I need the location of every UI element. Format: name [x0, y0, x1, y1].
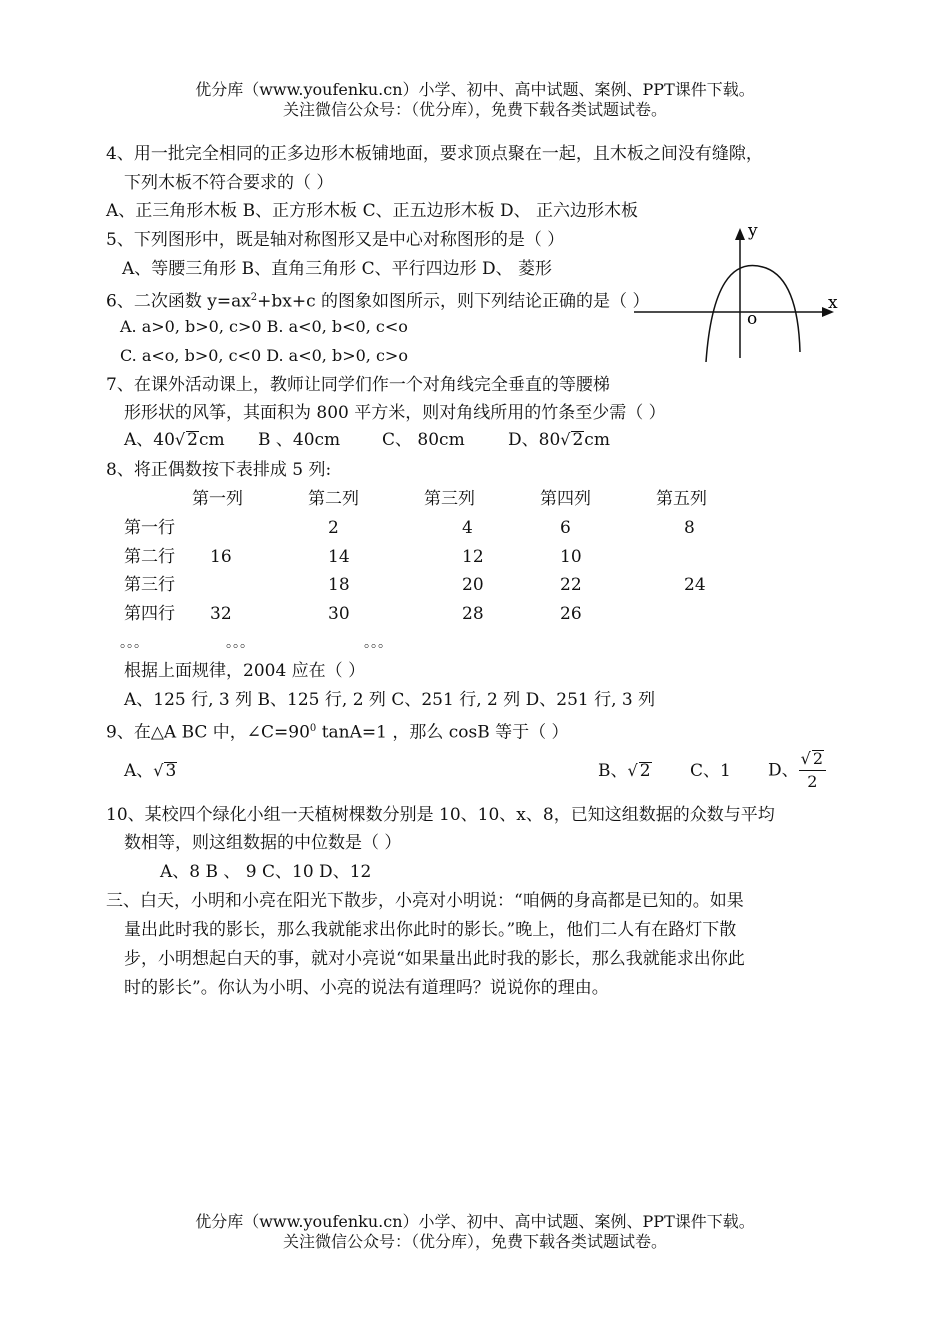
y-axis-label: y — [748, 222, 758, 241]
q8-cell: 10 — [560, 547, 582, 567]
q8-col-header: 第二列 — [308, 489, 359, 509]
q9-option-d-fraction — [799, 748, 826, 793]
q7-stem-line-2: 形形状的风筝，其面积为 800 平方米，则对角线所用的竹条至少需（ ） — [124, 403, 666, 423]
x-axis-label: x — [828, 293, 838, 313]
q8-col-header: 第三列 — [424, 489, 475, 509]
q7-option-d-label: D、80 — [508, 430, 561, 450]
q4-stem-line-2: 下列木板不符合要求的（ ） — [124, 173, 334, 193]
q6-stem-a: 6、二次函数 y=ax — [106, 291, 251, 312]
q8-options: A、125 行, 3 列 B、125 行, 2 列 C、251 行, 2 列 D、251 行, 3 列 — [124, 690, 656, 710]
q8-row-label: 第二行 — [124, 547, 175, 567]
q8-cell: 12 — [462, 547, 484, 567]
q8-cell: 20 — [462, 575, 484, 595]
header-line-2: 关注微信公众号：（优分库），免费下载各类试题试卷。 — [282, 100, 667, 119]
q8-row-label: 第三行 — [124, 575, 175, 595]
q7-option-d-radicand: 2 — [572, 430, 584, 450]
q7-option-a-label: A、40 — [124, 430, 175, 450]
q9-option-a-label: A、 — [124, 761, 154, 781]
q10-stem-line-2: 数相等，则这组数据的中位数是（ ） — [124, 833, 402, 853]
q7-option-b: B 、40cm — [258, 430, 341, 450]
q8-cell: 32 — [210, 604, 232, 624]
q9-option-d-numerator: √ 2 — [799, 748, 826, 771]
q6-stem — [106, 287, 649, 313]
q8-col-header: 第五列 — [656, 489, 707, 509]
q8-cell: 30 — [328, 604, 350, 624]
q6-options-row-1: A. a>0, b>0, c>0 B. a<0, b<0, c<o — [120, 317, 408, 336]
q9-stem — [106, 718, 569, 744]
q6-stem-sup: 2 — [250, 292, 258, 303]
y-axis-arrow — [735, 228, 745, 240]
q8-cell: 26 — [560, 604, 582, 624]
footer-line-1: 优分库（www.youfenku.cn）小学、初中、高中试题、案例、PPT课件下载。 — [195, 1212, 755, 1231]
q8-col-header: 第四列 — [540, 489, 591, 509]
q8-cell: 8 — [684, 518, 695, 538]
q9-option-b: B、√ 2 — [598, 761, 651, 781]
q8-stem: 8、将正偶数按下表排成 5 列: — [106, 460, 332, 480]
q7-option-c: C、 80cm — [382, 430, 465, 450]
q8-dots: 。。。 — [364, 635, 392, 651]
q9-stem-a: 9、在△A BC 中，∠C=90 — [106, 722, 310, 743]
q5-stem: 5、下列图形中，既是轴对称图形又是中心对称图形的是（ ） — [106, 230, 565, 250]
q9-stem-sup: 0 — [309, 723, 317, 734]
q8-cell: 16 — [210, 547, 232, 567]
q7-option-a-radicand: 2 — [187, 430, 198, 450]
q9-option-c: C、1 — [690, 761, 731, 781]
q9-option-d-denominator: 2 — [807, 772, 818, 791]
q3-line-3: 步，小明想起白天的事，就对小亮说“如果量出此时我的影长，那么我就能求出你此 — [124, 949, 745, 969]
q9-option-a-radicand: 3 — [165, 761, 177, 781]
q9-option-d-label: D、 — [768, 760, 799, 781]
q8-col-header: 第一列 — [192, 489, 243, 509]
q8-cell: 14 — [328, 547, 350, 567]
q7-option-d: D、80√ 2cm — [508, 430, 610, 450]
q8-cell: 4 — [462, 518, 473, 538]
q8-dots: 。。。 — [120, 635, 148, 651]
q8-dots: 。。。 — [226, 635, 254, 651]
q9-option-a: A、√ 3 — [124, 761, 177, 781]
q6-options-row-2: C. a<o, b>0, c<0 D. a<0, b>0, c>o — [120, 346, 408, 365]
q9-stem-b: tanA=1 ，那么 cosB 等于（ ） — [316, 722, 569, 743]
q8-cell: 24 — [684, 575, 706, 595]
q9-option-b-label: B、 — [598, 761, 628, 781]
q3-line-1: 三、白天，小明和小亮在阳光下散步，小亮对小明说：“咱俩的身高都是已知的。如果 — [106, 891, 744, 911]
q8-cell: 2 — [328, 518, 339, 538]
q3-line-4: 时的影长”。你认为小明、小亮的说法有道理吗？说说你的理由。 — [124, 978, 609, 998]
q7-option-a: A、40√ 2cm — [124, 430, 225, 450]
header-line-1: 优分库（www.youfenku.cn）小学、初中、高中试题、案例、PPT课件下载。 — [195, 80, 755, 99]
q8-cell: 22 — [560, 575, 582, 595]
q9-option-d-radicand: 2 — [812, 749, 824, 768]
q4-stem-line-1: 4、用一批完全相同的正多边形木板铺地面，要求顶点聚在一起，且木板之间没有缝隙， — [106, 144, 763, 164]
q10-stem-line-1: 10、某校四个绿化小组一天植树棵数分别是 10、10、x、8，已知这组数据的众数与平均 — [106, 805, 775, 825]
q7-stem-line-1: 7、在课外活动课上，教师让同学们作一个对角线完全垂直的等腰梯 — [106, 375, 610, 395]
q5-options: A、等腰三角形 B、直角三角形 C、平行四边形 D、 菱形 — [122, 259, 553, 279]
footer-line-2: 关注微信公众号：（优分库），免费下载各类试题试卷。 — [282, 1232, 667, 1251]
q9-option-d — [768, 748, 826, 793]
q8-cell: 6 — [560, 518, 571, 538]
q7-option-a-unit: cm — [198, 430, 225, 450]
q3-line-2: 量出此时我的影长，那么我就能求出你此时的影长。”晚上，他们二人有在路灯下散 — [124, 920, 737, 940]
q10-options: A、8 B 、 9 C、10 D、12 — [160, 862, 372, 882]
q6-stem-b: +bx+c 的图象如图所示，则下列结论正确的是（ ） — [257, 291, 650, 312]
q4-options: A、正三角形木板 B、正方形木板 C、正五边形木板 D、 正六边形木板 — [106, 201, 639, 221]
q8-question: 根据上面规律，2004 应在（ ） — [124, 661, 366, 681]
origin-label: o — [747, 309, 758, 329]
parabola-graph — [630, 222, 850, 362]
q7-option-d-unit: cm — [584, 430, 610, 450]
q8-row-label: 第四行 — [124, 604, 175, 624]
q8-row-label: 第一行 — [124, 518, 175, 538]
q8-cell: 28 — [462, 604, 484, 624]
q9-option-b-radicand: 2 — [639, 761, 651, 781]
q8-cell: 18 — [328, 575, 350, 595]
